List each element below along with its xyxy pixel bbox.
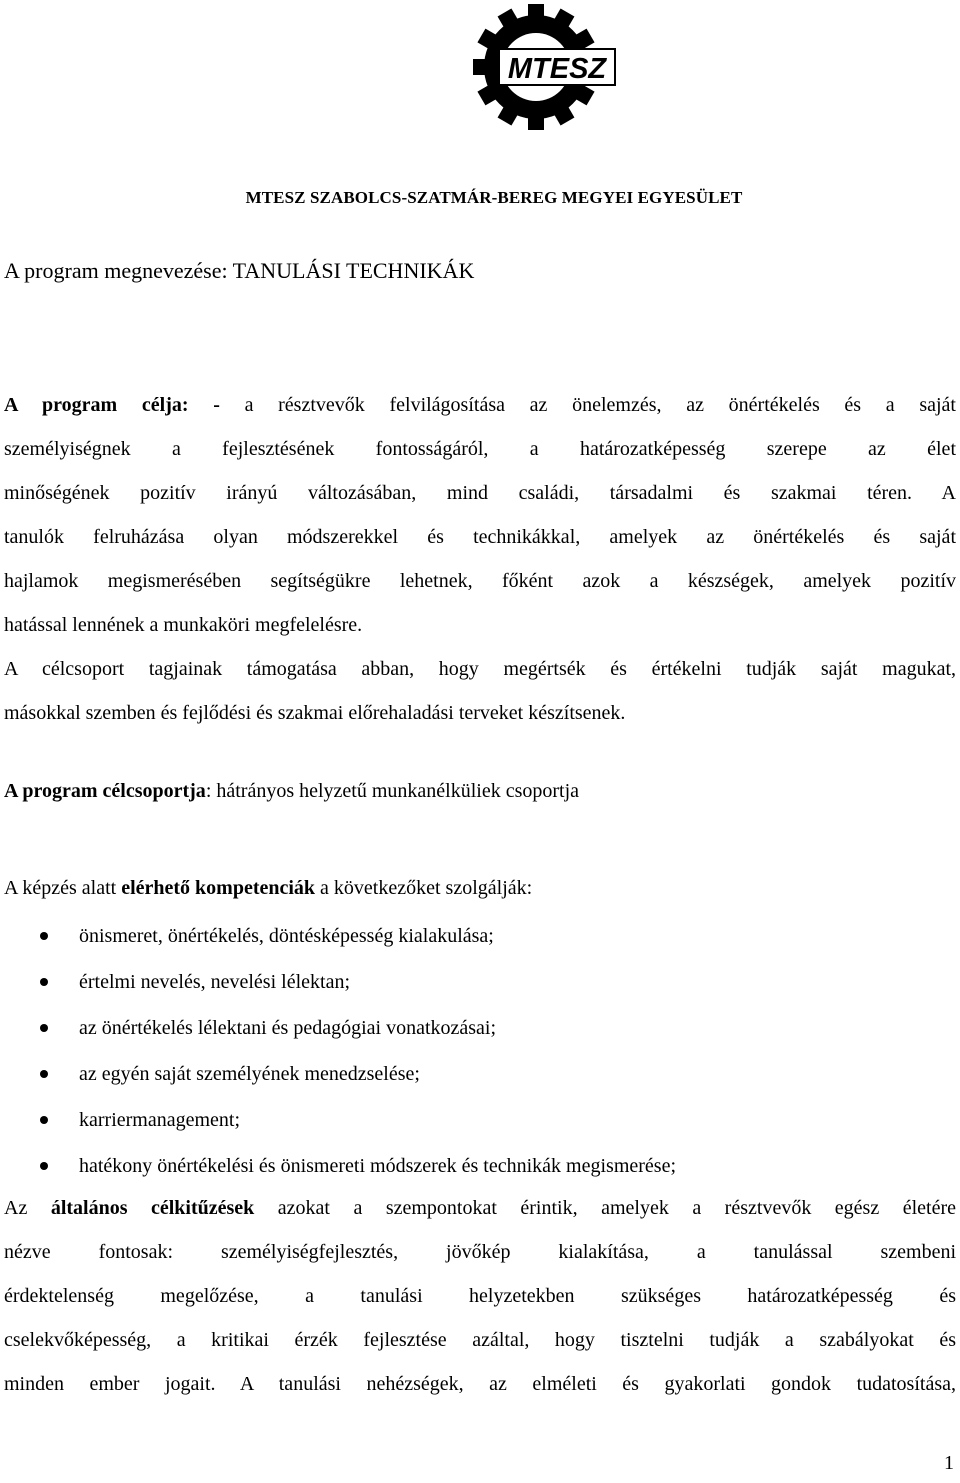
- general-line: Az általános célkitűzések azokat a szempontokat érintik, amelyek a résztvevők egész életére: [4, 1197, 956, 1219]
- general-line: minden ember jogait. A tanulási nehézségek, az elméleti és gyakorlati gondok tudatosítása,: [4, 1373, 956, 1395]
- general-objectives-section: [4, 1186, 956, 1406]
- logo-text: MTESZ: [507, 53, 607, 85]
- goal-line: hajlamok megismerésében segítségükre lehetnek, főként azok a készségek, amelyek pozitív: [4, 570, 956, 592]
- goal-line: hatással lennének a munkaköri megfelelésre.: [4, 614, 363, 636]
- bullet-icon: [40, 932, 48, 940]
- general-objectives-label: általános célkitűzések: [50, 1197, 255, 1219]
- program-goal-section: [4, 383, 956, 735]
- bullet-icon: [40, 1024, 48, 1032]
- goal-line: személyiségnek a fejlesztésének fontosságáról, a határozatképesség szerepe az élet: [4, 438, 956, 460]
- goal-label: A program célja: -: [4, 394, 220, 416]
- goal-line: másokkal szemben és fejlődési és szakmai előrehaladási terveket készítsenek.: [4, 702, 626, 724]
- bullet-icon: [40, 1116, 48, 1124]
- target-group-line: A program célcsoportja: hátrányos helyzetű munkanélküliek csoportja: [4, 780, 580, 802]
- goal-line: minőségének pozitív irányú változásában, mind családi, társadalmi és szakmai téren. A: [4, 482, 956, 504]
- page-number: 1: [944, 1452, 954, 1474]
- bullet-icon: [40, 978, 48, 986]
- target-group-label: A program célcsoportja: [4, 780, 206, 802]
- organization-header: MTESZ SZABOLCS-SZATMÁR-BEREG MEGYEI EGYESÜLET: [245, 188, 743, 207]
- general-line: cselekvőképesség, a kritikai érzék fejlesztése azáltal, hogy tisztelni tudják a szabályokat és: [4, 1329, 956, 1351]
- mtesz-logo: [458, 2, 616, 132]
- general-line: nézve fontosak: személyiségfejlesztés, jövőkép kialakítása, a tanulással szembeni: [4, 1241, 956, 1263]
- competency-intro: A képzés alatt elérhető kompetenciák a következőket szolgálják:: [4, 877, 533, 899]
- goal-line: A célcsoport tagjainak támogatása abban, hogy megértsék és értékelni tudják saját magukat,: [4, 658, 956, 680]
- bullet-icon: [40, 1070, 48, 1078]
- goal-line: A program célja: - a résztvevők felvilágosítása az önelemzés, az önértékelés és a saját: [4, 394, 956, 416]
- program-name: A program megnevezése: TANULÁSI TECHNIKÁK: [4, 258, 475, 283]
- general-line: érdektelenség megelőzése, a tanulási helyzetekben szükséges határozatképesség és: [4, 1285, 956, 1307]
- bullet-icon: [40, 1162, 48, 1170]
- goal-line: tanulók felruházása olyan módszerekkel és technikákkal, amelyek az önértékelés és saját: [4, 526, 956, 548]
